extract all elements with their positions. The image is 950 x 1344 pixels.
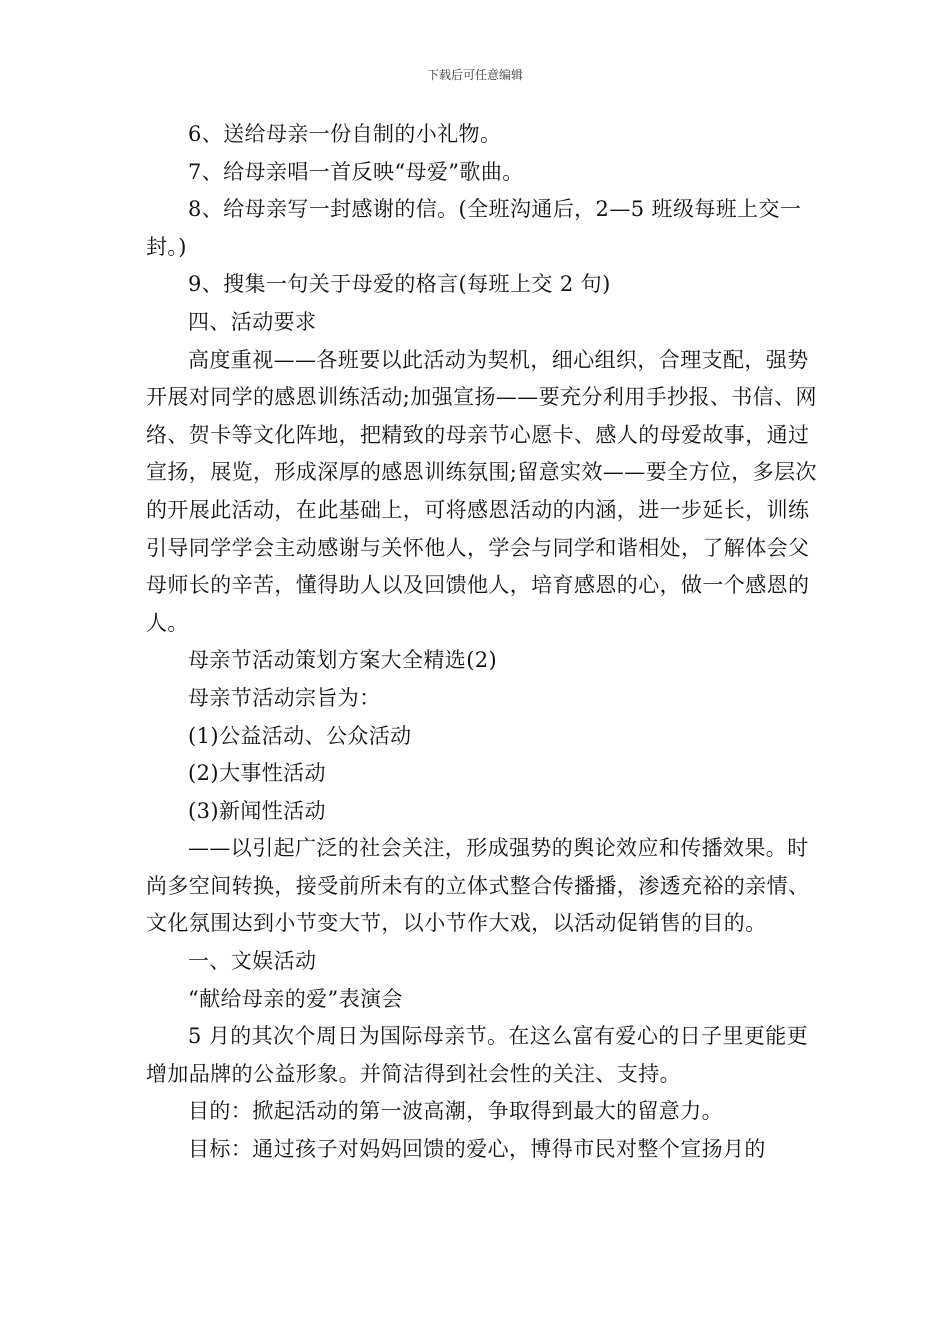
list-item: (2)大事性活动	[188, 761, 326, 786]
paragraph: 6、送给母亲一份自制的小礼物。	[188, 122, 502, 146]
document-body	[146, 116, 826, 1169]
paragraph: 9、搜集一句关于母爱的格言(每班上交 2 句)	[188, 272, 611, 297]
paragraph: 8、给母亲写一封感谢的信。(全班沟通后，2—5 班级每班上交一封。)	[146, 197, 802, 259]
page-header: 下载后可任意编辑	[426, 68, 523, 82]
section-title: 母亲节活动策划方案大全精选(2)	[188, 648, 498, 673]
section-heading: 一、文娱活动	[188, 949, 317, 974]
paragraph: 母亲节活动宗旨为：	[188, 685, 381, 710]
paragraph: 目的：掀起活动的第一波高潮，争取得到最大的留意力。	[188, 1099, 723, 1124]
paragraph: 5 月的其次个周日为国际母亲节。在这么富有爱心的日子里更能更增加品牌的公益形象。并简洁得到社会性的关注、支持。	[146, 1024, 809, 1086]
paragraph: ——以引起广泛的社会关注，形成强势的舆论效应和传播效果。时尚多空间转换，接受前所未有的立体式整合传播播，渗透充裕的亲情、文化氛围达到小节变大节，以小节作大戏，以活动促销售的目的。	[146, 836, 810, 936]
section-heading: 四、活动要求	[188, 309, 317, 334]
list-item: (1)公益活动、公众活动	[188, 723, 412, 748]
paragraph: 目标：通过孩子对妈妈回馈的爱心，博得市民对整个宣扬月的	[188, 1137, 766, 1162]
paragraph: 7、给母亲唱一首反映“母爱”歌曲。	[188, 159, 524, 184]
paragraph: 高度重视——各班要以此活动为契机，细心组织，合理支配，强势开展对同学的感恩训练活动;加强宣扬——要充分利用手抄报、书信、网络、贺卡等文化阵地，把精致的母亲节心愿卡、感人的母爱故事，通过宣扬，展览，形成深厚的感恩训练氛围;留意实效——要全方位，多层次的开展此活动，在此基础上，可将感恩活动的内涵，进一步延长，训练引导同学学会主动感谢与关怀他人，学会与同学和谐相处，了解体会父母师长的辛苦，懂得助人以及回馈他人，培育感恩的心，做一个感恩的人。	[146, 347, 817, 635]
event-title: “献给母亲的爱”表演会	[188, 986, 403, 1011]
list-item: (3)新闻性活动	[188, 798, 326, 823]
